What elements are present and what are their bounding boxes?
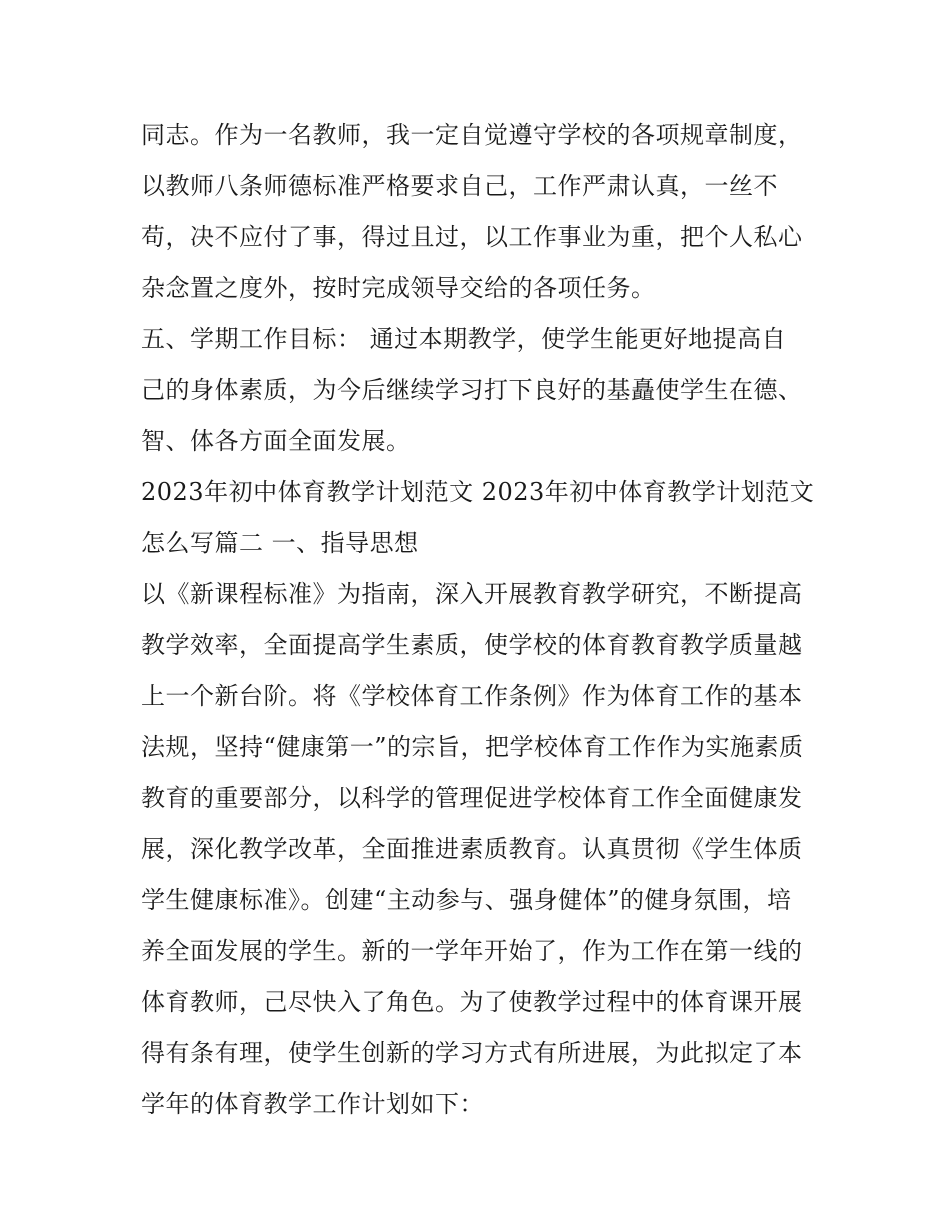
text-line: 教育的重要部分，以科学的管理促进学校体育工作全面健康发 — [141, 784, 803, 812]
text-line: 学生健康标准》。创建“主动参与、强身健体”的健身氛围，培 — [141, 886, 792, 914]
document-body — [141, 110, 821, 1130]
text-line: 法规，坚持“健康第一”的宗旨，把学校体育工作作为实施素质 — [141, 733, 804, 761]
text-line: 展，深化教学改革，全面推进素质教育。认真贯彻《学生体质 — [141, 835, 803, 863]
text-line: 以《新课程标准》为指南，深入开展教育教学研究，不断提高 — [141, 580, 803, 608]
article-subtitle: 怎么写篇二 一、指导思想 — [141, 529, 419, 557]
text-line: 杂念置之度外，按时完成领导交给的各项任务。 — [141, 274, 656, 302]
text-line: 上一个新台阶。将《学校体育工作条例》作为体育工作的基本 — [141, 682, 803, 710]
text-line: 智、体各方面全面发展。 — [141, 427, 411, 455]
text-line: 己的身体素质，为今后继续学习打下良好的基矗使学生在德、 — [141, 376, 803, 404]
text-line: 以教师八条师德标准严格要求自己，工作严肃认真，一丝不 — [141, 172, 778, 200]
text-line: 同志。作为一名教师，我一定自觉遵守学校的各项规章制度， — [141, 121, 803, 149]
text-line: 苟，决不应付了事，得过且过，以工作事业为重，把个人私心 — [141, 223, 803, 251]
article-title: 2023年初中体育教学计划范文 2023年初中体育教学计划范文 — [141, 478, 815, 506]
text-line: 体育教师，己尽快入了角色。为了使教学过程中的体育课开展 — [141, 988, 803, 1016]
text-line: 教学效率，全面提高学生素质，使学校的体育教育教学质量越 — [141, 631, 803, 659]
text-line: 养全面发展的学生。新的一学年开始了，作为工作在第一线的 — [141, 937, 803, 965]
section-heading-goals: 五、学期工作目标： 通过本期教学，使学生能更好地提高自 — [141, 325, 787, 353]
text-line: 得有条有理，使学生创新的学习方式有所进展，为此拟定了本 — [141, 1039, 803, 1067]
text-line: 学年的体育教学工作计划如下： — [141, 1090, 484, 1118]
